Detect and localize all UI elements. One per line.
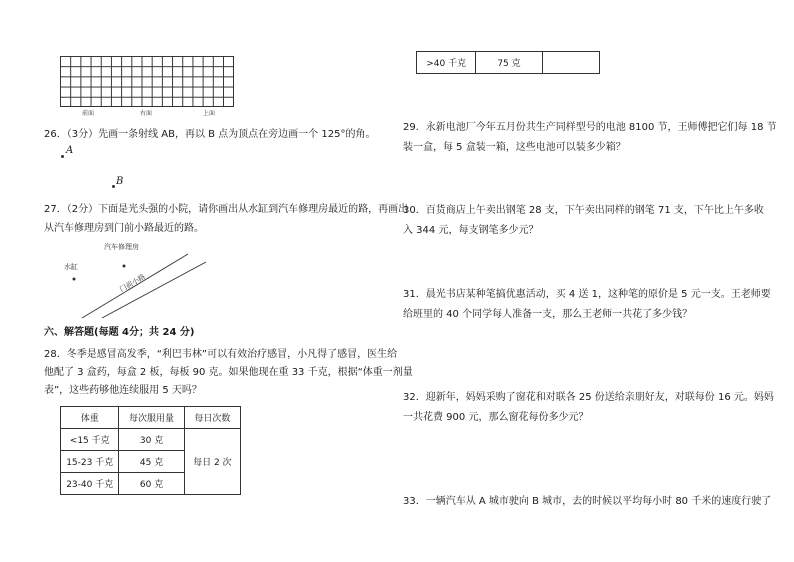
section-6-heading: 六、解答题(每题 4分；共 24 分) [44,327,195,338]
dose-table-cell: 23-40 千克 [61,473,119,495]
question-26: 26．（3分）先画一条射线 AB，再以 B 点为顶点在旁边画一个 125°的角。 [44,129,376,140]
dose-table-cell: >40 千克 [417,52,476,74]
question-28-line-3: 表”，这些药够他连续服用 5 天吗？ [44,385,202,396]
question-27-line-2: 从汽车修理房到门前小路最近的路。 [44,223,204,234]
dose-table-cell: 45 克 [119,451,184,473]
question-32-line-1: 32．迎新年，妈妈采购了窗花和对联各 25 份送给亲朋好友，对联每份 16 元。妈妈 [403,392,774,403]
grid-label-top: 上面 [203,110,216,117]
question-32-line-2: 一共花费 900 元，那么窗花每份多少元？ [403,412,589,423]
question-31-line-1: 31．晨光书店某种笔搞优惠活动，买 4 送 1，这种笔的原价是 5 元一支。王老师要 [403,289,771,300]
dose-table-cell: 60 克 [119,473,184,495]
question-29-line-1: 29．永新电池厂今年五月份共生产同样型号的电池 8100 节，王师傅把它们每 18 节 [403,122,777,133]
question-28-line-1: 28．冬季是感冒高发季，“利巴韦林”可以有效治疗感冒，小凡得了感冒，医生给 [44,349,398,360]
dose-table-cell: 75 克 [476,52,542,74]
dose-table-header: 每次服用量 [119,407,184,429]
garage-point [123,265,126,268]
road-label: 门前小路 [118,272,147,294]
question-33-line-1: 33．一辆汽车从 A 城市驶向 B 城市，去的时候以平均每小时 80 千米的速度行驶了 [403,496,772,507]
point-b-dot [112,185,115,188]
water-tank-point [73,278,76,281]
water-tank-label: 水缸 [64,263,78,271]
question-31-line-2: 给班里的 40 个同学每人准备一支，那么王老师一共花了多少钱？ [403,309,693,320]
question-27-line-1: 27．（2分）下面是光头强的小院，请你画出从水缸到汽车修理房最近的路，再画出 [44,204,409,215]
dose-table-header: 每日次数 [184,407,240,429]
grid-label-front: 前面 [82,110,95,117]
question-30-line-2: 入 344 元，每支钢笔多少元？ [403,225,539,236]
dose-table-continued [416,51,600,74]
dose-table [60,406,241,495]
road-edge-upper [102,262,206,318]
point-a-dot [61,155,64,158]
point-b-label: B [116,176,124,187]
dose-table-header: 体重 [61,407,119,429]
dose-table-cell-empty [542,52,599,74]
question-28-line-2: 他配了 3 盒药，每盒 2 板，每板 90 克。如果他现在重 33 千克，根据“体重一剂量 [44,367,413,378]
question-29-line-2: 装一盒，每 5 盒装一箱，这些电池可以装多少箱？ [403,142,626,153]
dose-table-cell: <15 千克 [61,429,119,451]
garage-label: 汽车修理房 [104,243,139,251]
drawing-grid [60,56,234,107]
question-30-line-1: 30．百货商店上午卖出钢笔 28 支，下午卖出同样的钢笔 71 支，下午比上午多收 [403,205,764,216]
grid-label-right: 右面 [140,110,153,117]
point-a-label: A [66,145,74,156]
dose-table-cell: 30 克 [119,429,184,451]
dose-table-daily-cell: 每日 2 次 [184,429,240,495]
dose-table-cell: 15-23 千克 [61,451,119,473]
